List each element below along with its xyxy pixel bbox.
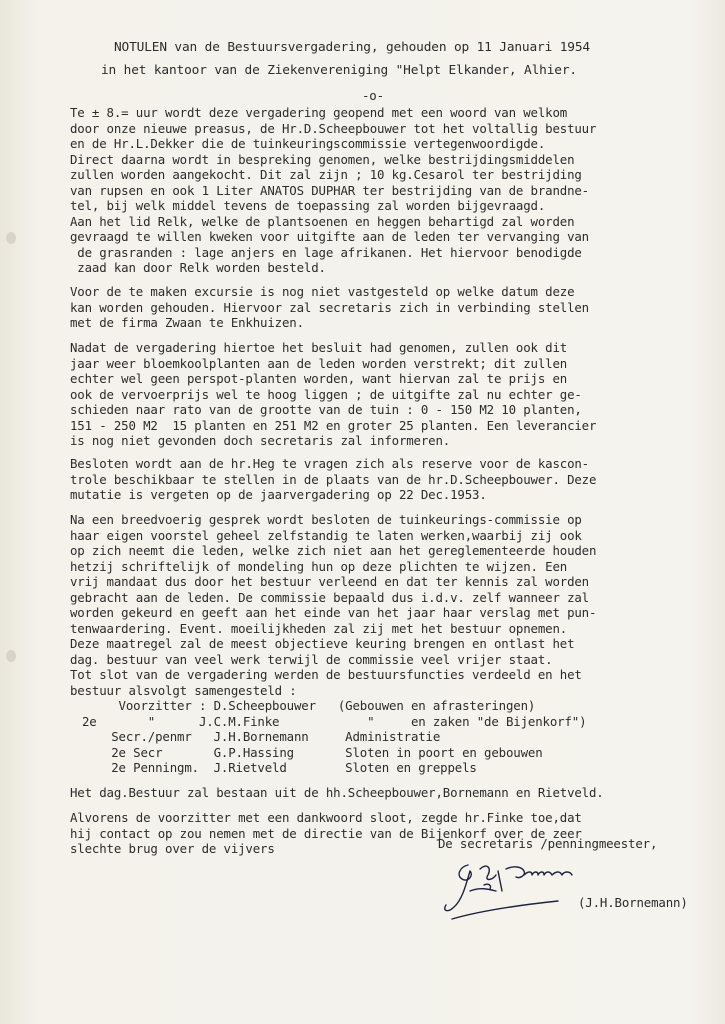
- text-line: Aan het lid Relk, welke de plantsoenen en heggen behartigd zal worden: [70, 213, 575, 229]
- text-line: de grasranden : lage anjers en lage afrikanen. Het hiervoor benodigde: [70, 244, 582, 260]
- text-line: vrij mandaat dus door het bestuur verleend en dat ter kennis zal worden: [70, 574, 589, 589]
- signature-image: [440, 845, 600, 925]
- text-line: Direct daarna wordt in bespreking genomen, welke bestrijdingsmiddelen: [70, 151, 575, 167]
- text-line: dag. bestuur van veel werk terwijl de commissie veel vrijer staat.: [70, 651, 553, 667]
- separator: -o-: [362, 88, 384, 103]
- text-line: Nadat de vergadering hiertoe het besluit had genomen, zullen ook dit: [70, 340, 568, 355]
- text-line: schieden naar rato van de grootte van de tuin : 0 - 150 M2 10 planten,: [70, 402, 582, 417]
- text-line: echter wel geen perspot-planten worden, want hiervan zal te prijs en: [70, 371, 568, 386]
- text-line: op zich neemt die leden, welke zich niet aan het gereglementeerde houden: [70, 543, 597, 558]
- board-row: 2e Secr G.P.Hassing Sloten in poort en gebouwen: [82, 744, 543, 760]
- text-line: mutatie is vergeten op de jaarvergadering op 22 Dec.1953.: [70, 487, 487, 502]
- text-line: hetzij schriftelijk of mondeling hun op deze plichten te wijzen. Een: [70, 558, 568, 574]
- text-line: haar eigen voorstel geheel zelfstandig te laten werken,waarbij zij ook: [70, 527, 582, 543]
- text-line: Alvorens de voorzitter met een dankwoord sloot, zegde hr.Finke toe,dat: [70, 810, 582, 825]
- text-line: kan worden gehouden. Hiervoor zal secretaris zich in verbinding stellen: [70, 299, 589, 315]
- punch-hole: [6, 650, 16, 662]
- text-line: ook de vervoerprijs wel te hoog liggen ; de uitgifte zal nu echter ge-: [70, 386, 582, 402]
- board-row: Voorzitter : D.Scheepbouwer (Gebouwen en afrasteringen): [82, 698, 536, 713]
- text-line: hij contact op zou nemen met de directie van de Bijenkorf over de zeer: [70, 825, 582, 841]
- signoff-label: De secretaris /penningmeester,: [438, 836, 658, 851]
- text-line: door onze nieuwe preasus, de Hr.D.Scheepbouwer tot het voltallig bestuur: [70, 120, 597, 136]
- document-title: NOTULEN van de Bestuursvergadering, gehouden op 11 Januari 1954: [114, 40, 590, 55]
- text-line: trole beschikbaar te stellen in de plaats van de hr.D.Scheepbouwer. Deze: [70, 471, 597, 487]
- text-line: Na een breedvoerig gesprek wordt besloten de tuinkeurings-commissie op: [70, 512, 582, 527]
- text-line: slechte brug over de vijvers: [70, 841, 275, 856]
- text-line: Besloten wordt aan de hr.Heg te vragen zich als reserve voor de kascon-: [70, 456, 589, 471]
- text-line: jaar weer bloemkoolplanten aan de leden worden verstrekt; dit zullen: [70, 355, 568, 371]
- board-row: 2e " J.C.M.Finke " en zaken "de Bijenkorf"): [82, 713, 587, 729]
- text-line: is nog niet gevonden doch secretaris zal informeren.: [70, 433, 451, 448]
- board-row: 2e Penningm. J.Rietveld Sloten en greppels: [82, 760, 477, 775]
- text-line: Voor de te maken excursie is nog niet vastgesteld op welke datum deze: [70, 284, 575, 299]
- document-subtitle: in het kantoor van de Ziekenvereniging "Helpt Elkander, Alhier.: [101, 63, 577, 78]
- text-line: tenwaardering. Event. moeilijkheden zal zij met het bestuur opnemen.: [70, 620, 568, 636]
- text-line: Het dag.Bestuur zal bestaan uit de hh.Scheepbouwer,Bornemann en Rietveld.: [70, 785, 604, 800]
- text-line: en de Hr.L.Dekker die de tuinkeuringscommissie vertegenwoordigde.: [70, 136, 546, 151]
- text-line: 151 - 250 M2 15 planten en 251 M2 en groter 25 planten. Een leverancier: [70, 417, 597, 433]
- text-line: bestuur alsvolgt samengesteld :: [70, 682, 297, 698]
- text-line: Te ± 8.= uur wordt deze vergadering geopend met een woord van welkom: [70, 105, 568, 120]
- text-line: van rupsen en ook 1 Liter ANATOS DUPHAR ter bestrijding van de brandne-: [70, 182, 589, 198]
- text-line: zaad kan door Relk worden besteld.: [70, 260, 326, 275]
- signatory-name: (J.H.Bornemann): [578, 895, 688, 910]
- text-line: Tot slot van de vergadering werden de bestuursfuncties verdeeld en het: [70, 667, 582, 682]
- board-row: Secr./penmr J.H.Bornemann Administratie: [82, 729, 441, 744]
- text-line: met de firma Zwaan te Enkhuizen.: [70, 315, 304, 330]
- text-line: zullen worden aangekocht. Dit zal zijn ; 10 kg.Cesarol ter bestrijding: [70, 167, 582, 182]
- text-line: worden gekeurd en geeft aan het einde van het jaar haar verslag met pun-: [70, 605, 597, 620]
- punch-hole: [6, 232, 16, 244]
- text-line: tel, bij welk middel tevens de toepassing zal worden bijgevraagd.: [70, 198, 546, 213]
- text-line: gevraagd te willen kweken voor uitgifte aan de leden ter vervanging van: [70, 229, 589, 244]
- text-line: Deze maatregel zal de meest objectieve keuring brengen en ontlast het: [70, 636, 575, 651]
- text-line: gebracht aan de leden. De commissie bepaald dus i.d.v. zelf wanneer zal: [70, 589, 589, 605]
